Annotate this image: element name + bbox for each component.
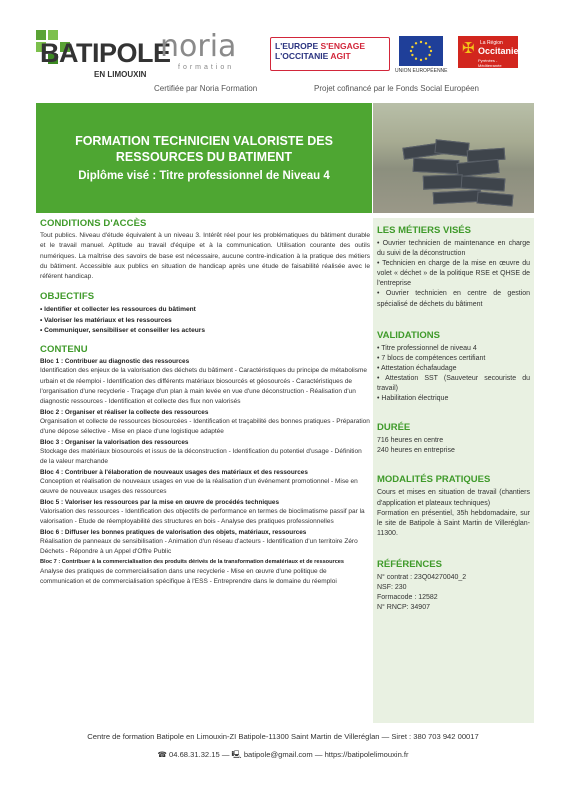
batipole-wordmark: BATIPOLE xyxy=(40,38,171,68)
objectifs-title: OBJECTIFS xyxy=(40,291,95,303)
title-line-2: RESSOURCES DU BATIMENT xyxy=(115,150,293,164)
list-item: • Identifier et collecter les ressources du bâtiment xyxy=(40,305,370,316)
occitan-cross-icon: ✠ xyxy=(462,40,475,57)
noria-logo xyxy=(160,30,260,80)
modalites-title: MODALITÉS PRATIQUES xyxy=(377,474,491,486)
list-item: • Attestation échafaudage xyxy=(377,364,530,374)
footer-separator: — xyxy=(312,750,325,759)
reference-rncp: N° RNCP: 34907 xyxy=(377,604,430,612)
list-item: • Attestation SST (Sauveteur secouriste du travail) xyxy=(377,374,530,394)
list-item: • Communiquer, sensibiliser et conseiller les acteurs xyxy=(40,326,370,337)
list-item: • Titre professionnel de niveau 4 xyxy=(377,344,530,354)
europe-occitanie-logo xyxy=(270,37,390,71)
bloc-3-title: Bloc 3 : Organiser la valorisation des ressources xyxy=(40,438,189,446)
list-item: • Technicien en charge de la mise en œuvre du volet « déchet » de la politique RSE et QHSE de l'entreprise xyxy=(377,259,530,289)
certification-note: Certifiée par Noria Formation xyxy=(154,84,258,93)
modalites-text-2: Formation en présentiel, 35h hebdomadaire, sur le site de Batipole à Saint Martin de Villeréglan-11300. xyxy=(377,509,530,537)
title-line-1: FORMATION TECHNICIEN VALORISTE DES xyxy=(75,134,333,148)
phone-icon: ☎ xyxy=(157,750,167,759)
contenu-title: CONTENU xyxy=(40,343,88,355)
objectifs-list xyxy=(40,305,370,337)
duree-title: DURÉE xyxy=(377,422,411,434)
metiers-title: LES MÉTIERS VISÉS xyxy=(377,225,471,236)
duree-line-2: 240 heures en entreprise xyxy=(377,447,455,455)
reference-nsf: NSF: 230 xyxy=(377,583,407,591)
europe-line1-a: L'EUROPE xyxy=(275,41,321,51)
batipole-logo xyxy=(36,30,171,85)
europe-line1-b: S'ENGAGE xyxy=(320,41,366,51)
bloc-6-text: Réalisation de panneaux de sensibilisation - Animation d'un réseau d'acteurs - Identification d'un territoire Zéro Déchets - Répondre à un Appel d'Offre Public xyxy=(40,537,358,556)
bloc-1-text: Identification des enjeux de la valorisation des déchets du bâtiment - Caractéristiques du principe de métabolisme urbain et de réemploi - Identification des différents matériaux biosourcés et géosourcés - Caractéristiques de l'organisation d'une recyclerie - Traçage d'un plan à main levée en vue d'une déconstruction - Réalisation d'un diagnostic ressources - Identification et collecte des flux non valorisés xyxy=(40,367,367,406)
bloc-4-text: Conception et réalisation de nouveaux usages en vue de la réalisation d'un événement promotionnel - Mise en œuvre de nouveaux usages des ressources xyxy=(40,477,358,496)
bloc-5-title: Bloc 5 : Valoriser les ressources par la mise en œuvre de procédés techniques xyxy=(40,498,280,506)
conditions-text: Tout publics. Niveau d'étude équivalent à un niveau 3. Intérêt réel pour les problématiques du bâtiment durable et le travail manuel. Aptitude au travail d'équipe et à la communication. Utilisation courante des outils numériques. La maîtrise des savoirs de base est nécessaire, aucune contre-indication à la pratique des métiers du bâtiment. Accessible aux publics en situation de handicap après une étude de faisabilité réalisée avec le référent handicap. xyxy=(40,232,370,281)
modalites-text-1: Cours et mises en situation de travail (chantiers d'application et plateaux techniques) xyxy=(377,489,530,507)
duree-line-1: 716 heures en centre xyxy=(377,437,444,445)
noria-wordmark: noria xyxy=(160,29,237,64)
occitanie-name: Occitanie xyxy=(478,46,519,56)
occitanie-logo xyxy=(458,36,518,68)
bloc-2-text: Organisation et collecte de ressources biosourcées - Identification et traçabilité des bonnes pratiques - Préparation d'une dépose sélective - Mise en place d'une logistique adaptée xyxy=(40,417,370,436)
bloc-6-title: Bloc 6 : Diffuser les bonnes pratiques de valorisation des objets, matériaux, ressources xyxy=(40,528,307,536)
validations-title: VALIDATIONS xyxy=(377,329,440,341)
footer-phone: 04.68.31.32.15 xyxy=(169,750,220,759)
list-item: • Habilitation électrique xyxy=(377,394,530,404)
europe-line2-b: AGIT xyxy=(330,51,351,61)
eu-flag-logo xyxy=(395,36,447,76)
bloc-1-title: Bloc 1 : Contribuer au diagnostic des ressources xyxy=(40,357,190,365)
batipole-subtitle: EN LIMOUXIN xyxy=(94,70,147,79)
list-item: • Valoriser les matériaux et les ressources xyxy=(40,316,370,327)
reference-formacode: Formacode : 12582 xyxy=(377,594,438,602)
bloc-7-title: Bloc 7 : Contribuer à la commercialisation des produits dérivés de la transformation dematériaux et de ressources xyxy=(40,558,345,565)
noria-subtitle: formation xyxy=(178,64,235,71)
eu-flag-icon xyxy=(399,36,443,66)
footer-contacts xyxy=(0,749,566,762)
footer-website[interactable]: https://batipolelimouxin.fr xyxy=(324,750,409,759)
cofinancing-note: Projet cofinancé par le Fonds Social Européen xyxy=(314,84,479,93)
footer-separator: — xyxy=(219,750,232,759)
eu-caption: UNION EUROPÉENNE xyxy=(395,68,448,74)
europe-line2-a: L'OCCITANIE xyxy=(275,51,331,61)
footer-address: Centre de formation Batipole en Limouxin-ZI Batipole-11300 Saint Martin de Villeréglan — Siret : 380 703 942 00017 xyxy=(87,732,479,741)
validations-list xyxy=(377,344,530,405)
bloc-5-text: Valorisation des ressources - Identification des objectifs de performance en termes de bioclimatisme passif par la valorisation - Etude de réemployabilité des structures en bois - Analyse des pratiques professionnelles xyxy=(40,507,365,526)
list-item: • Ouvrier technicien en centre de gestion spécialisé de déchets du bâtiment xyxy=(377,289,530,309)
reference-contract: N° contrat : 23Q04270040_2 xyxy=(377,573,467,581)
footer-email[interactable]: batipole@gmail.com xyxy=(243,750,313,759)
bloc-4-title: Bloc 4 : Contribuer à l'élaboration de nouveaux usages des matériaux et des ressources xyxy=(40,468,308,476)
left-column xyxy=(40,218,370,588)
occitanie-tagline: Pyrénées - Méditerranée xyxy=(478,58,502,68)
bloc-2-title: Bloc 2 : Organiser et réaliser la collecte des ressources xyxy=(40,408,209,416)
slate-stack-photo xyxy=(373,103,534,213)
bloc-7-text: Analyse des pratiques de commercialisation dans une recyclerie - Mise en œuvre d'une politique de communication et de commercialisation spécifique à l'ESS - Entreprendre dans le domaine du réemploi xyxy=(40,567,337,586)
list-item: • 7 blocs de compétences certifiant xyxy=(377,354,530,364)
conditions-title: CONDITIONS D'ACCÈS xyxy=(40,218,147,229)
list-item: • Ouvrier technicien de maintenance en charge du suivi de la déconstruction xyxy=(377,239,530,259)
diploma-subtitle: Diplôme visé : Titre professionnel de Niveau 4 xyxy=(78,170,330,182)
right-column xyxy=(373,218,534,723)
bloc-3-text: Stockage des matériaux biosourcés et issus de la déconstruction - Identification du potentiel d'usage - Définition de la valeur marchande xyxy=(40,447,362,466)
references-title: RÉFÉRENCES xyxy=(377,558,442,570)
title-banner xyxy=(36,103,372,213)
metiers-list xyxy=(377,239,530,310)
occitanie-small: La Région xyxy=(480,40,503,46)
computer-icon: 🖳 xyxy=(231,750,242,759)
